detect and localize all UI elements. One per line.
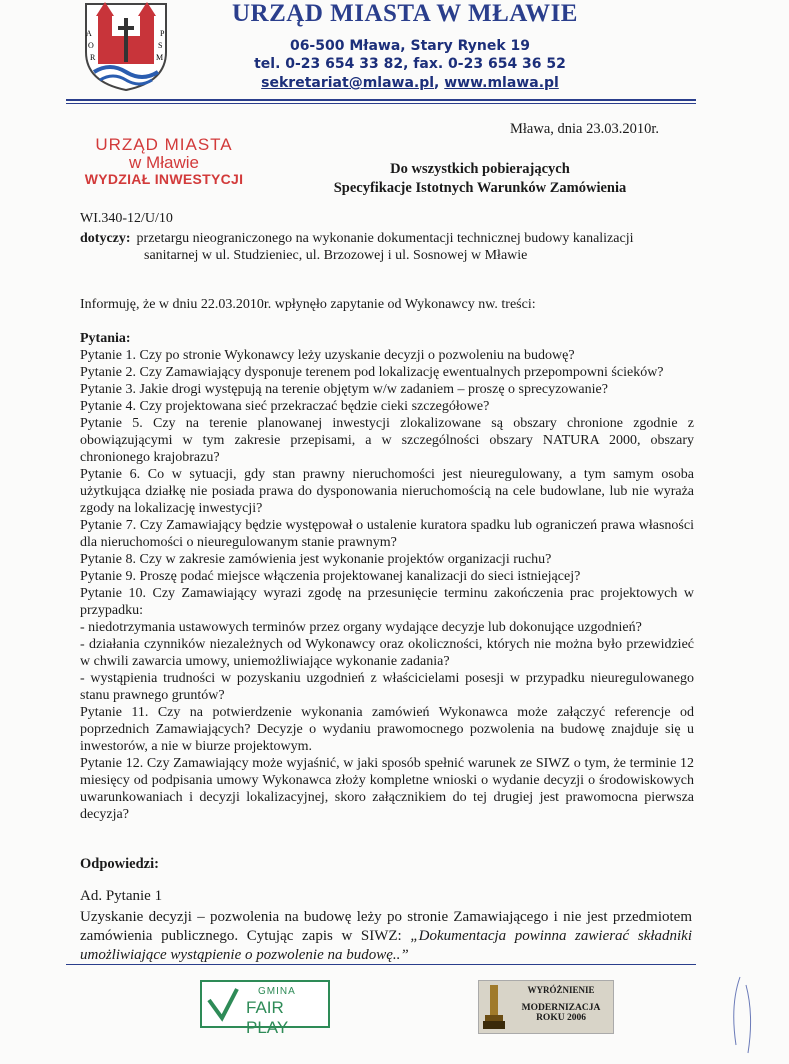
addressee bbox=[240, 160, 720, 198]
award-subtitle: MODERNIZACJA ROKU 2006 bbox=[521, 1003, 601, 1023]
crest-left-letter: A bbox=[86, 29, 92, 38]
letter-date: Mława, dnia 23.03.2010r. bbox=[510, 121, 660, 137]
footer-divider bbox=[66, 964, 696, 965]
pen-mark-decoration bbox=[726, 975, 756, 1055]
subject-line-1: przetargu nieograniczonego na wykonanie dokumentacji technicznej budowy kanalizacji bbox=[136, 231, 634, 246]
website-link[interactable]: www.mlawa.pl bbox=[444, 75, 559, 91]
trophy-icon bbox=[481, 983, 507, 1031]
subject-line-2: sanitarnej w ul. Studzieniec, ul. Brzozowej i ul. Sosnowej w Mławie bbox=[144, 248, 528, 263]
answer-1-quote: „Dokumentacja powinna zawierać składniki umożliwiające wystąpienie o pozwolenie na budowę..” bbox=[80, 928, 692, 963]
header-divider-thin bbox=[66, 103, 696, 104]
stamp-line-2: w Mławie bbox=[129, 152, 199, 172]
question-item: Pytanie 1. Czy po stronie Wykonawcy leży uzyskanie decyzji o pozwoleniu na budowę? bbox=[80, 348, 575, 363]
reference-number: WI.340-12/U/10 bbox=[80, 211, 173, 226]
office-address: 06-500 Mława, Stary Rynek 19 bbox=[289, 38, 531, 54]
answers-heading: Odpowiedzi: bbox=[80, 856, 159, 872]
question-item: Pytanie 8. Czy w zakresie zamówienia jest wykonanie projektów organizacji ruchu? bbox=[80, 552, 552, 567]
award-badge bbox=[478, 980, 614, 1034]
stamp-line-3: WYDZIAŁ INWESTYCJI bbox=[84, 170, 244, 187]
question-item: Pytanie 4. Czy projektowana sieć przekraczać będzie cieki szczegółowe? bbox=[80, 399, 490, 414]
questions-section bbox=[80, 330, 694, 823]
addressee-line-2: Specyfikacje Istotnych Warunków Zamówienia bbox=[333, 180, 627, 196]
question-item: Pytanie 2. Czy Zamawiający dysponuje terenem pod lokalizację ewentualnych przepompowni ścieków? bbox=[80, 365, 664, 380]
city-crest-logo bbox=[80, 0, 172, 92]
crest-left-letter: R bbox=[90, 53, 96, 62]
question-item: Pytanie 5. Czy na terenie planowanej inwestycji zlokalizowane są obszary chronione zgodnie z obowiązującymi w tym zakresie przepisami, a w szczególności obszary NATURA 2000, obszary chronionego krajobrazu? bbox=[80, 416, 694, 465]
crest-right-letter: S bbox=[158, 41, 163, 50]
office-phones: tel. 0-23 654 33 82, fax. 0-23 654 36 52 bbox=[254, 56, 566, 72]
department-stamp bbox=[84, 136, 244, 186]
subject-block bbox=[80, 230, 694, 264]
fair-play-badge bbox=[200, 980, 330, 1037]
question-item: Pytanie 3. Jakie drogi występują na terenie objętym w/w zadaniem – proszę o sprecyzowanie? bbox=[80, 382, 608, 397]
question-item: Pytanie 7. Czy Zamawiający będzie występował o ustalenie kuratora spadku lub ograniczeń prawa własności dla nieruchomości o nieuregulowanym stanie prawnym? bbox=[80, 518, 694, 550]
question-item: Pytanie 11. Czy na potwierdzenie wykonania zamówień Wykonawca może załączyć referencje od poprzednich Zamawiających? Decyzje o wydaniu prawomocnego pozwolenia na budowę znajduje się u inwestorów, a nie w biurze projektowym. bbox=[80, 705, 694, 754]
office-title: URZĄD MIASTA W MŁAWIE bbox=[232, 0, 578, 27]
question-item: - wystąpienia trudności w pozyskaniu uzgodnień z właścicielami posesji w przypadku nieuregulowanego stanu prawnego gruntów? bbox=[80, 671, 694, 703]
crest-left-letter: O bbox=[88, 41, 94, 50]
stamp-line-1: URZĄD MIASTA bbox=[95, 135, 233, 154]
question-item: Pytanie 10. Czy Zamawiający wyrazi zgodę na przesunięcie terminu zakończenia prac projektowych w przypadku: bbox=[80, 586, 694, 618]
intro-text: Informuję, że w dniu 22.03.2010r. wpłynęło zapytanie od Wykonawcy nw. treści: bbox=[80, 297, 536, 312]
contacts-separator: , bbox=[434, 75, 445, 91]
crest-right-letter: M bbox=[156, 53, 164, 62]
question-item: Pytanie 6. Co w sytuacji, gdy stan prawny nieruchomości jest nieuregulowany, a tym samym osoba użytkująca działkę nie posiada prawa do dysponowania nieruchomością na cele budowlane, lub nie wyraża zgody na lokalizację inwestycji? bbox=[80, 467, 694, 516]
award-title: WYRÓŻNIENIE bbox=[527, 985, 595, 995]
subject-label: dotyczy: bbox=[80, 231, 131, 246]
question-item: - działania czynników niezależnych od Wykonawcy oraz okoliczności, których nie można było przewidzieć w chwili zawarcia umowy, uniemożliwiające wykonanie zadania? bbox=[80, 637, 694, 669]
questions-heading: Pytania: bbox=[80, 331, 131, 346]
question-item: Pytanie 9. Proszę podać miejsce włączenia projektowanej kanalizacji do sieci istniejącej? bbox=[80, 569, 581, 584]
question-item: - niedotrzymania ustawowych terminów przez organy wydające decyzje lub dokonujące uzgodnień? bbox=[80, 620, 642, 635]
answer-1-body: Uzyskanie decyzji – pozwolenia na budowę leży po stronie Zamawiającego i nie jest przedmiotem zamówienia publicznego. Cytując zapis w SIWZ: bbox=[80, 909, 692, 944]
answer-1-text bbox=[80, 908, 692, 965]
office-contacts bbox=[200, 75, 620, 91]
answer-1-heading: Ad. Pytanie 1 bbox=[80, 888, 163, 904]
fair-play-main-text: FAIR PLAY bbox=[246, 998, 289, 1037]
addressee-line-1: Do wszystkich pobierających bbox=[390, 161, 570, 177]
crest-right-letter: P bbox=[160, 29, 165, 38]
question-item: Pytanie 12. Czy Zamawiający może wyjaśnić, w jaki sposób spełnić warunek ze SIWZ o tym, że terminie 12 miesięcy od podpisania umowy Wykonawca złoży kompletne wnioski o wydanie decyzji o środowiskowych uwarunkowaniach i decyzji lokalizacyjnej, skoro załącznikiem do tej drugiej jest prawomocna pierwsza decyzja? bbox=[80, 756, 694, 822]
header-divider bbox=[66, 99, 696, 101]
email-link[interactable]: sekretariat@mlawa.pl bbox=[261, 75, 435, 91]
fair-play-small-text: GMINA bbox=[258, 986, 296, 997]
checkmark-icon bbox=[206, 986, 240, 1022]
